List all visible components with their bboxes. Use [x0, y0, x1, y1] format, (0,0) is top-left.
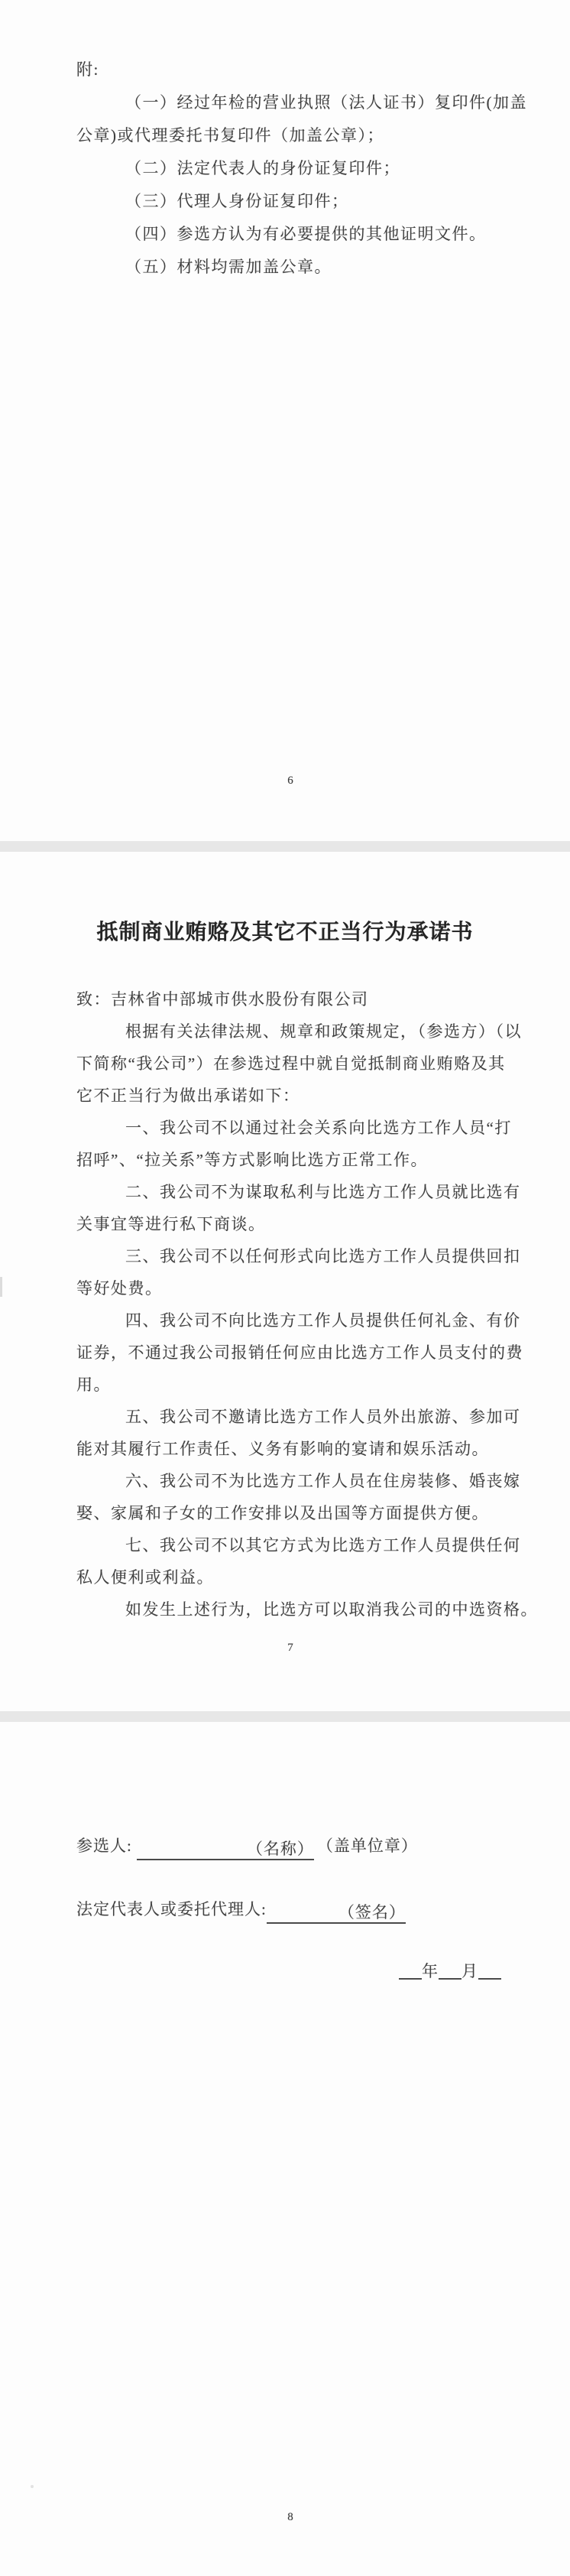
body-line: 能对其履行工作责任、义务有影响的宴请和娱乐活动。: [76, 1440, 489, 1458]
scan-artifact: [31, 2485, 34, 2488]
document-page-8: [0, 1722, 570, 2576]
attachment-item-2: （二）法定代表人的身份证复印件；: [125, 159, 400, 177]
page-number-6: 6: [287, 775, 293, 787]
body-line: 根据有关法律法规、规章和政策规定，（参选方）（以: [125, 1022, 522, 1041]
document-page-6: [0, 0, 570, 841]
body-line: 招呼”、“拉关系”等方式影响比选方正常工作。: [76, 1151, 428, 1169]
body-line: 它不正当行为做出承诺如下：: [76, 1087, 300, 1105]
body-line-clause-2: 二、我公司不为谋取私利与比选方工作人员就比选有: [125, 1183, 521, 1201]
body-line: 关事宜等进行私下商谈。: [76, 1215, 266, 1233]
attachment-list: [0, 0, 570, 284]
body-line-clause-3: 三、我公司不以任何形式向比选方工作人员提供回扣: [125, 1247, 521, 1265]
bidder-name-hint: （名称）: [246, 1840, 314, 1858]
representative-sign-blank: [267, 1902, 406, 1924]
bidder-signature-line: [76, 1834, 494, 1860]
representative-sign-hint: （签名）: [338, 1903, 406, 1921]
body-line: 用。: [76, 1376, 111, 1394]
bidder-name-blank: [137, 1839, 314, 1860]
bidder-seal-hint: （盖单位章）: [316, 1837, 418, 1855]
attachment-item-4: （四）参选方认为有必要提供的其他证明文件。: [125, 225, 487, 243]
body-line-clause-4: 四、我公司不向比选方工作人员提供任何礼金、有价: [125, 1311, 521, 1330]
signature-block: [0, 1722, 570, 1983]
body-line-closing: 如发生上述行为，比选方可以取消我公司的中选资格。: [125, 1600, 538, 1619]
day-blank: [478, 1978, 501, 1980]
body-line-clause-5: 五、我公司不邀请比选方工作人员外出旅游、参加可: [125, 1408, 521, 1426]
attachment-item-5: （五）材料均需加盖公章。: [125, 258, 332, 276]
body-line: 证券，不通过我公司报销任何应由比选方工作人员支付的费: [76, 1343, 523, 1362]
document-page-7: [0, 852, 570, 1711]
year-label: 年: [422, 1962, 439, 1980]
attachment-item-3: （三）代理人身份证复印件；: [125, 192, 349, 210]
representative-signature-line: [76, 1897, 494, 1924]
attachment-item-1: （一）经过年检的营业执照（法人证书）复印件(加盖: [125, 93, 527, 112]
year-blank: [399, 1978, 422, 1980]
body-line: 等好处费。: [76, 1279, 163, 1298]
commitment-letter-body: [76, 983, 538, 1626]
month-label: 月: [462, 1962, 478, 1980]
representative-label: 法定代表人或委托代理人:: [76, 1900, 267, 1918]
body-line: 下简称“我公司”）在参选过程中就自觉抵制商业贿赂及其: [76, 1054, 506, 1073]
date-line: [76, 1959, 501, 1983]
body-line: 娶、家属和子女的工作安排以及出国等方面提供方便。: [76, 1504, 489, 1522]
attachment-item-1-cont: 公章)或代理委托书复印件（加盖公章）；: [76, 126, 384, 145]
page-number-8: 8: [287, 2511, 293, 2523]
body-line-clause-6: 六、我公司不为比选方工作人员在住房装修、婚丧嫁: [125, 1472, 521, 1490]
month-blank: [439, 1978, 462, 1980]
body-line-clause-1: 一、我公司不以通过社会关系向比选方工作人员“打: [125, 1119, 512, 1137]
bidder-label: 参选人:: [76, 1837, 132, 1855]
body-line-clause-7: 七、我公司不以其它方式为比选方工作人员提供任何: [125, 1536, 521, 1554]
scan-artifact: [0, 1277, 2, 1297]
page-number-7: 7: [287, 1642, 293, 1654]
body-line: 私人便利或利益。: [76, 1568, 214, 1587]
attachment-label: 附:: [76, 60, 99, 79]
body-line-addressee: 致：吉林省中部城市供水股份有限公司: [76, 990, 369, 1009]
commitment-letter-title: 抵制商业贿赂及其它不正当行为承诺书: [96, 921, 474, 944]
